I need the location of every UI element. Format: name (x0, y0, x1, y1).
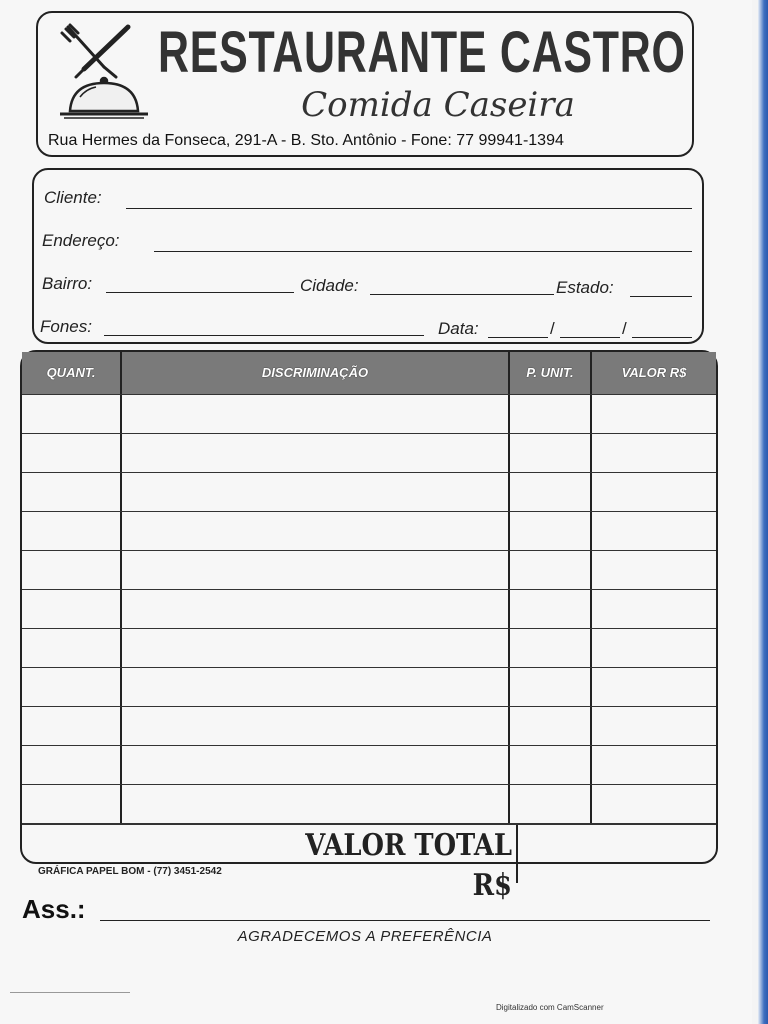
table-row[interactable] (22, 706, 716, 745)
table-row[interactable] (22, 589, 716, 628)
fones-field[interactable] (104, 335, 424, 336)
table-row[interactable] (22, 433, 716, 472)
endereco-field[interactable] (154, 251, 692, 252)
fork-knife-cloche-icon (54, 19, 154, 123)
endereco-label: Endereço: (42, 231, 120, 250)
date-separator: / (550, 319, 555, 338)
date-year-field[interactable] (632, 337, 692, 338)
bairro-label: Bairro: (42, 274, 93, 293)
table-row[interactable] (22, 784, 716, 823)
restaurant-subtitle: Comida Caseira (301, 85, 575, 125)
restaurant-header (36, 11, 694, 157)
date-month-field[interactable] (560, 337, 620, 338)
thanks-message: AGRADECEMOS A PREFERÊNCIA (237, 928, 493, 945)
estado-field[interactable] (630, 296, 692, 297)
table-row[interactable] (22, 550, 716, 589)
cidade-field[interactable] (370, 294, 554, 295)
restaurant-title: RESTAURANTE CASTRO (158, 20, 686, 85)
table-row[interactable] (22, 745, 716, 784)
table-header (22, 352, 716, 394)
client-info-box (32, 168, 704, 344)
scanner-watermark: Digitalizado com CamScanner (496, 1003, 604, 1012)
date-separator: / (622, 319, 627, 338)
divider (10, 992, 130, 993)
cliente-label: Cliente: (44, 188, 102, 207)
column-header-quant: QUANT. (46, 365, 96, 380)
estado-label: Estado: (556, 278, 614, 297)
cliente-field[interactable] (126, 208, 692, 209)
table-row[interactable] (22, 667, 716, 706)
cidade-label: Cidade: (300, 276, 359, 295)
page-edge (758, 0, 768, 1024)
column-header-p-unit: P. UNIT. (526, 365, 574, 380)
signature-line[interactable] (100, 920, 710, 921)
fones-label: Fones: (40, 317, 92, 336)
signature-label: Ass.: (22, 894, 86, 924)
date-day-field[interactable] (488, 337, 548, 338)
table-row[interactable] (22, 472, 716, 511)
column-header-discriminacao: DISCRIMINAÇÃO (261, 365, 369, 380)
printer-credit: GRÁFICA PAPEL BOM - (77) 3451-2542 (38, 866, 222, 877)
total-value-cell[interactable] (518, 824, 716, 864)
data-label: Data: (438, 319, 479, 338)
restaurant-address: Rua Hermes da Fonseca, 291-A - B. Sto. Antônio - Fone: 77 99941-1394 (48, 132, 564, 149)
bairro-field[interactable] (106, 292, 294, 293)
table-row[interactable] (22, 511, 716, 550)
table-row[interactable] (22, 628, 716, 667)
total-label: VALOR TOTAL R$ (305, 828, 512, 903)
table-row[interactable] (22, 394, 716, 433)
column-header-valor: VALOR R$ (621, 365, 687, 380)
